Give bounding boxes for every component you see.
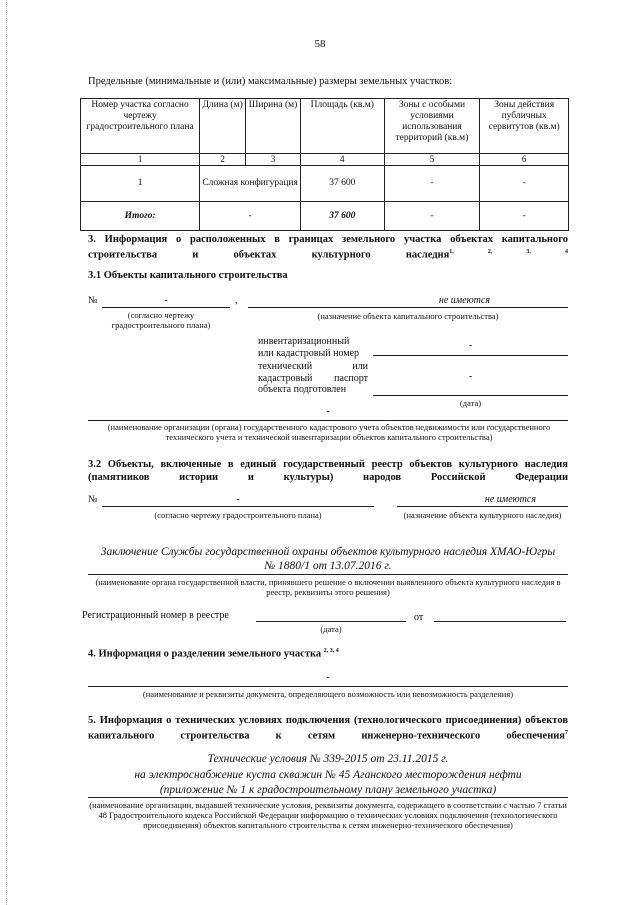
divider [88,574,568,575]
section-4-title: 4. Информация о разделении земельного участка $^{2, 3, 4}$ [88,648,339,660]
passport-date-field: - [373,370,568,396]
caption-date: (дата) [459,398,482,408]
table-header-cell: Длина (м) [200,99,246,154]
table-header-cell: Ширина (м) [246,99,301,154]
table-header-cell: Зоны действия публичных сервитутов (кв.м) [480,99,569,154]
footnote-ref: 7 [565,730,568,736]
comma: , [235,295,238,306]
margin-line [6,0,8,905]
total-dims-cell: - [200,202,301,231]
section-3-2-title: 3.2 Объекты, включенные в единый государственный реестр объектов культурного наследия (памятников истории и культуры) народов Российской Федерации [88,459,568,483]
caption-organization: (наименование организации (органа) государственного кадастрового учета объектов недвижимости или государственного технического учета и технической инвентаризации объектов капитального строительства) [107,422,551,442]
registry-date-field [434,621,566,622]
from-label: от [414,612,424,623]
organization-field: - [88,406,568,421]
heritage-purpose-field: не имеются [397,494,568,507]
table-col-number: 6 [480,154,569,166]
inventory-number-field: - [373,340,568,356]
inventory-label: инвентаризационный или кадастровый номер [258,336,360,359]
section-5-title: 5. Информация о технических условиях подключения (технологического присоединения) объектов капитального строительства к сетям инженерно-технического обеспечения$^7$ [88,715,568,742]
technical-conditions-field: Технические условия № 339-2015 от 23.11.2015 г. на электроснабжение куста скважин № 45 Аганского месторождения нефти (приложение № 1 к градостроительному плану земельного участка) [134,753,522,796]
table-header-cell: Площадь (кв.м) [301,99,385,154]
intro-text: Предельные (минимальные и (или) максимальные) размеры земельных участков: [88,76,453,87]
area-cell: 37 600 [301,166,385,202]
number-sign: № [88,494,98,505]
registry-number-field [256,621,406,622]
table-col-number: 5 [384,154,480,166]
caption-conclusion: (наименование органа государственной власти, принявшего решение о включении выявленного объекта культурного наследия в реестр, реквизиты этого решения) [95,577,561,597]
division-document-field: - [88,672,568,687]
divider [88,797,568,798]
dimensions-cell: Сложная конфигурация [200,166,301,202]
table-header-row [81,99,569,154]
heritage-number-field: - [102,494,374,507]
table-col-number: 1 [81,154,200,166]
object-purpose-field: не имеются [248,295,568,308]
caption-date: (дата) [320,624,342,634]
passport-label: технический или кадастровый паспорт объекта подготовлен [258,361,368,395]
table-row [81,166,569,202]
table-header-cell: Зоны с особыми условиями использования территорий (кв.м) [384,99,480,154]
table-col-number: 4 [301,154,385,166]
table-total-row [81,202,569,231]
number-sign: № [88,295,98,306]
table-number-row [81,154,569,166]
section-3-title: 3. Информация о расположенных в границах земельного участка объектах капитального строительства и объектах культурного наследия$^{1, 2, 3, 4}$ [88,234,569,261]
footnote-ref: 2, 3, 4 [323,648,339,654]
caption-technical-conditions: (наименование организации, выдавшей технические условия, реквизиты документа, содержащего в соответствии с частью 7 статьи 48 Градостроительного кодекса Российской Федерации информацию о технических условиях подключения (технологического присоединения) объектов капитального строительства к сетям инженерно-технического обеспечения) [89,800,567,830]
caption-purpose: (назначение объекта капитального строительства) [317,311,499,321]
conclusion-field: Заключение Службы государственной охраны объектов культурного наследия ХМАО-Югры № 1880/1 от 13.07.2016 г. [100,546,556,572]
page-number: 58 [314,38,326,50]
caption-number: (согласно чертежу градостроительного плана) [154,510,322,520]
caption-heritage-purpose: (назначение объекта культурного наследия) [403,510,562,520]
caption-division: (наименование и реквизиты документа, определяющего возможность или невозможность разделения) [142,689,514,699]
servitudes-cell: - [480,166,569,202]
footnote-ref: 1, 2, 3, 4 [449,249,569,255]
object-number-field: - [102,295,230,308]
total-zones-cell: - [384,202,480,231]
total-area-cell: 37 600 [301,202,385,231]
table-col-number: 3 [246,154,301,166]
table-col-number: 2 [200,154,246,166]
total-label: Итого: [81,202,200,231]
table-header-cell: Номер участка согласно чертежу градостроительного плана [81,99,200,154]
zones-cell: - [384,166,480,202]
section-3-1-title: 3.1 Объекты капитального строительства [88,270,288,281]
plot-number-cell: 1 [81,166,200,202]
total-servitudes-cell: - [480,202,569,231]
registry-label: Регистрационный номер в реестре [82,610,229,621]
caption-number: (согласно чертежу градостроительного плана) [111,310,211,330]
sizes-table [80,98,569,231]
